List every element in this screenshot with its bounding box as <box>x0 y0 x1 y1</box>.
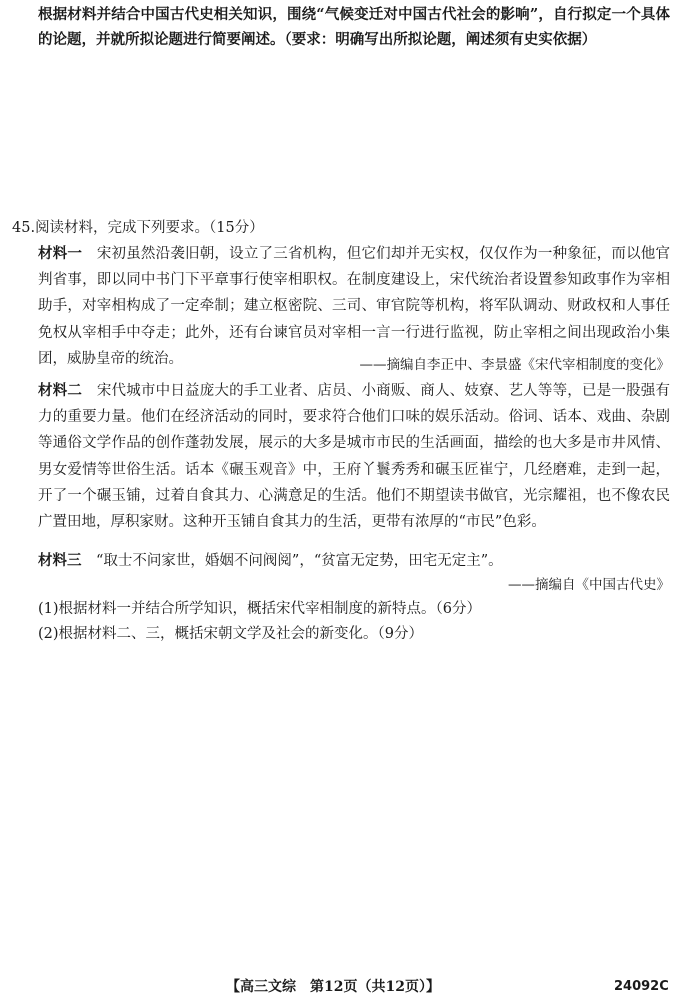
essay-instructions-text: 根据材料并结合中国古代史相关知识，围绕“气候变迁对中国古代社会的影响”，自行拟定一个具体的论题，并就所拟论题进行简要阐述。（要求：明确写出所拟论题，阐述须有史实依据） <box>38 6 670 48</box>
essay-instructions <box>38 2 670 52</box>
material-2-text: 宋代城市中日益庞大的手工业者、店员、小商贩、商人、妓寮、艺人等等，已是一股强有力的重要力量。他们在经济活动的同时，要求符合他们口味的娱乐活动。俗词、话本、戏曲、杂剧等通俗文学作品的创作蓬勃发展，展示的大多是城市市民的生活画面，描绘的也大多是市井风情、男女爱情等世俗生活。话本《碾玉观音》中，王府丫鬟秀秀和碾玉匠崔宁，几经磨难，走到一起，开了一个碾玉铺，过着自食其力、心满意足的生活。他们不期望读书做官，光宗耀祖，也不像农民广置田地，厚积家财。这种开玉铺自食其力的生活，更带有浓厚的“市民”色彩。 <box>38 383 670 531</box>
material-3-label: 材料三 <box>38 552 82 569</box>
question-45-header <box>12 216 672 241</box>
material-3-text: “取士不问家世，婚姻不问阀阅”，“贫富无定势，田宅无定主”。 <box>96 553 503 569</box>
task-2: (2)根据材料二、三，概括宋朝文学及社会的新变化。（9分） <box>38 626 424 642</box>
material-3 <box>38 548 670 574</box>
material-2 <box>38 378 670 535</box>
question-number: 45. <box>12 220 36 236</box>
page-footer <box>0 975 692 999</box>
material-1-text: 宋初虽然沿袭旧朝，设立了三省机构，但它们却并无实权，仅仅作为一种象征，而以他官判省事，即以同中书门下平章事行使宰相职权。在制度建设上，宋代统治者设置参知政事作为宰相助手，对宰相构成了一定牵制；建立枢密院、三司、审官院等机构，将军队调动、财政权和人事任免权从宰相手中夺走；此外，还有台谏官员对宰相一言一行进行监视，防止宰相之间出现政治小集团，威胁皇帝的统治。 <box>38 246 670 367</box>
footer-exam-code: 24092C <box>614 979 669 994</box>
material-3-source: ——摘编自《中国古代史》 <box>508 577 670 593</box>
material-1-source: ——摘编自李正中、李景盛《宋代宰相制度的变化》 <box>359 357 670 373</box>
task-1: (1)根据材料一并结合所学知识，概括宋代宰相制度的新特点。（6分） <box>38 601 482 617</box>
footer-page-info: 【高三文综 第12页（共12页）】 <box>226 979 440 995</box>
question-prompt: 阅读材料，完成下列要求。（15分） <box>35 220 264 236</box>
material-1-label: 材料一 <box>38 245 83 262</box>
material-2-label: 材料二 <box>38 382 83 399</box>
